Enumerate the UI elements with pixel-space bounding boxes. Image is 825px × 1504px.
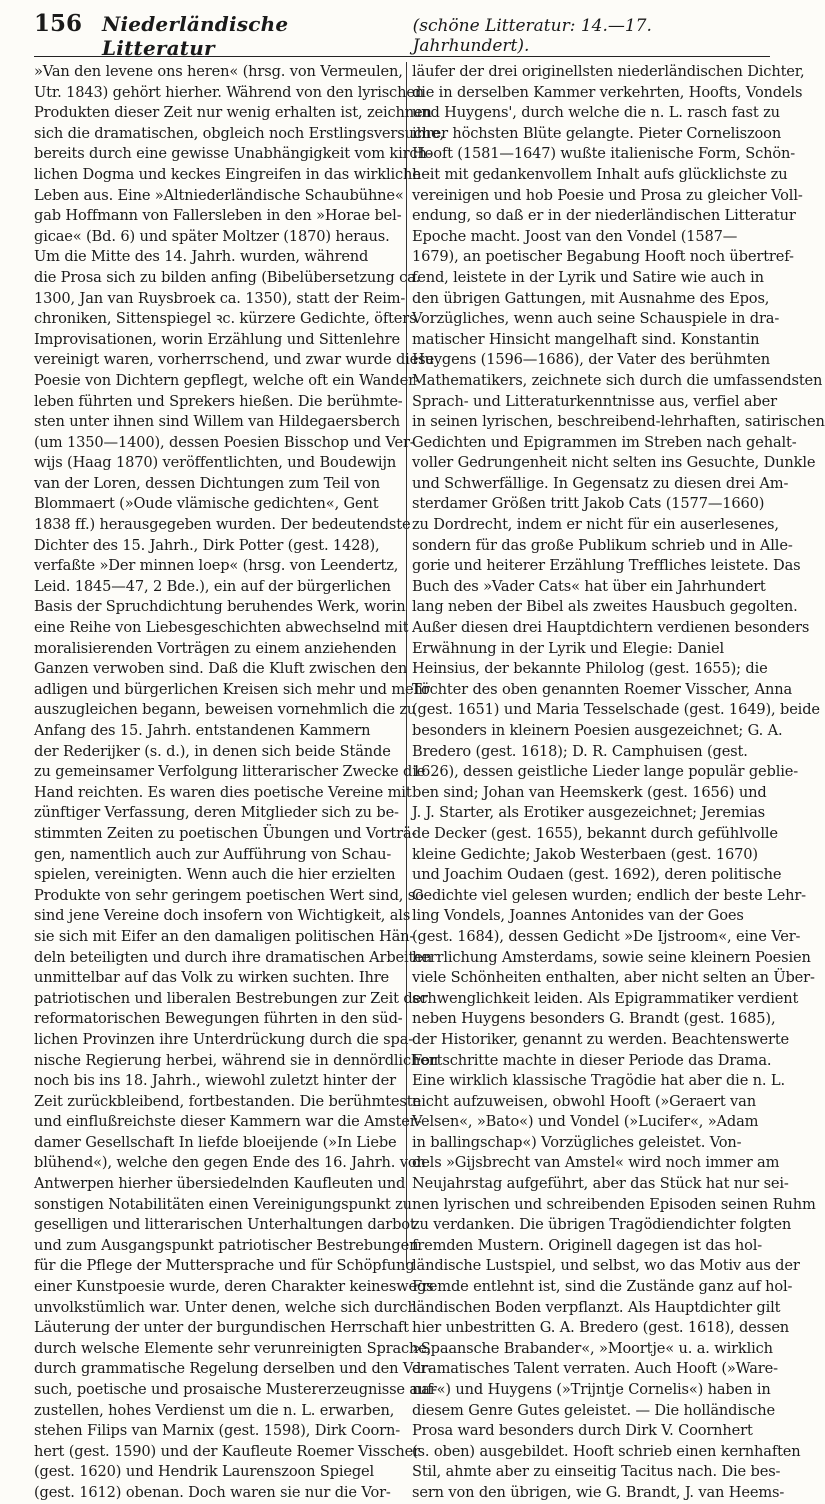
text-line: Heinsius, der bekannte Philolog (gest. 1655); die	[412, 660, 768, 678]
text-line: Prosa ward besonders durch Dirk V. Coornhert	[412, 1422, 753, 1440]
text-line: schwenglichkeit leiden. Als Epigrammatiker verdient	[412, 989, 799, 1007]
text-line: neben Huygens besonders G. Brandt (gest. 1685),	[412, 1010, 776, 1028]
text-line: gorie und heiterer Erzählung Treffliches leistete. Das	[412, 557, 801, 575]
text-line: gicae« (Bd. 6) und später Moltzer (1870) heraus.	[34, 227, 390, 245]
text-line: 1626), dessen geistliche Lieder lange populär geblie-	[412, 763, 799, 781]
text-line: eine Reihe von Liebesgeschichten abwechselnd mit	[34, 619, 409, 637]
text-line: gab Hoffmann von Fallersleben in den »Horae bel-	[34, 207, 402, 225]
text-line: »Van den levene ons heren« (hrsg. von Vermeulen,	[34, 63, 403, 80]
text-line: gen, namentlich auch zur Aufführung von Schau-	[34, 845, 392, 863]
text-line: ling Vondels, Joannes Antonides van der Goes	[412, 907, 744, 925]
text-line: kleine Gedichte; Jakob Westerbaen (gest. 1670)	[412, 845, 758, 863]
text-line: Gedichte viel gelesen wurden; endlich der beste Lehr-	[412, 886, 806, 904]
text-line: endung, so daß er in der niederländischen Litteratur	[412, 207, 796, 225]
text-line: van der Loren, dessen Dichtungen zum Teil von	[34, 474, 381, 492]
text-line: Gedichten und Epigrammen im Streben nach gehalt-	[412, 433, 797, 451]
text-line: Hand reichten. Es waren dies poetische Vereine mit	[34, 783, 412, 801]
text-line: nische Regierung herbei, während sie in dennördlichen	[34, 1051, 438, 1069]
text-line: zu gemeinsamer Verfolgung litterarischer Zwecke die	[34, 763, 426, 781]
text-line: nen lyrischen und schreibenden Episoden seinen Ruhm	[412, 1195, 816, 1213]
text-columns	[34, 62, 825, 1501]
header-rule	[34, 56, 770, 57]
text-line: patriotischen und liberalen Bestrebungen zur Zeit der	[34, 989, 428, 1007]
text-line: Improvisationen, worin Erzählung und Sittenlehre	[34, 330, 400, 348]
text-line: Sprach- und Litteraturkenntnisse aus, verfiel aber	[412, 392, 777, 410]
text-line: ländische Lustspiel, und selbst, wo das Motiv aus der	[412, 1257, 800, 1275]
text-line: reformatorischen Bewegungen führten in den süd-	[34, 1010, 403, 1028]
text-line: vereinigen und hob Poesie und Prosa zu gleicher Voll-	[412, 186, 803, 204]
text-line: Fremde entlehnt ist, sind die Zustände ganz auf hol-	[412, 1278, 793, 1296]
text-line: zu verdanken. Die übrigen Tragödiendichter folgten	[412, 1216, 792, 1234]
text-line: Ganzen verwoben sind. Daß die Kluft zwischen den	[34, 660, 408, 678]
text-line: für die Pflege der Muttersprache und für Schöpfung	[34, 1257, 415, 1275]
text-line: Bredero (gest. 1618); D. R. Camphuisen (gest.	[412, 742, 748, 760]
text-line: (gest. 1620) und Hendrik Laurenszoon Spiegel	[34, 1463, 375, 1481]
text-line: 1679), an poetischer Begabung Hooft noch übertref-	[412, 248, 794, 266]
text-line: dramatisches Talent verraten. Auch Hooft (»Ware-	[412, 1360, 778, 1378]
text-line: sern von den übrigen, wie G. Brandt, J. van Heems-	[412, 1483, 785, 1501]
text-line: fremden Mustern. Originell dagegen ist das hol-	[412, 1236, 763, 1254]
text-line: de Decker (gest. 1655), bekannt durch gefühlvolle	[412, 824, 778, 842]
text-line: einer Kunstpoesie wurde, deren Charakter keineswegs	[34, 1278, 434, 1296]
text-line: Huygens (1596—1686), der Vater des berühmten	[412, 351, 771, 369]
text-line: in seinen lyrischen, beschreibend-lehrhaften, satirischen	[412, 413, 825, 431]
text-line: in ballingschap«) Vorzügliches geleistet. Von-	[412, 1133, 742, 1151]
text-line: blühend«), welche den gegen Ende des 16. Jahrh. von	[34, 1154, 426, 1172]
text-line: (gest. 1612) obenan. Doch waren sie nur die Vor-	[34, 1483, 391, 1501]
text-line: hert (gest. 1590) und der Kaufleute Roemer Visscher	[34, 1442, 420, 1460]
text-line: zu Dordrecht, indem er nicht für ein auserlesenes,	[412, 516, 779, 534]
text-line: und einflußreichste dieser Kammern war die Amster-	[34, 1113, 422, 1131]
text-line: Mathematikers, zeichnete sich durch die umfassendsten	[412, 371, 823, 389]
text-line: besonders in kleinern Poesien ausgezeichnet; G. A.	[412, 722, 783, 739]
text-line: verfaßte »Der minnen loep« (hrsg. von Leendertz,	[34, 557, 399, 575]
text-line: Produkte von sehr geringem poetischen Wert sind, so	[34, 886, 424, 904]
text-line: Stil, ahmte aber zu einseitig Tacitus nach. Die bes-	[412, 1463, 781, 1481]
text-line: dels »Gijsbrecht van Amstel« wird noch immer am	[412, 1154, 780, 1172]
text-line: sterdamer Größen tritt Jakob Cats (1577—1660)	[412, 495, 765, 513]
text-line: Basis der Spruchdichtung beruhendes Werk, worin	[34, 598, 406, 616]
text-line: voller Gedrungenheit nicht selten ins Gesuchte, Dunkle	[412, 454, 816, 472]
text-line: die Prosa sich zu bilden anfing (Bibelübersetzung ca.	[34, 268, 421, 286]
text-line: die in derselben Kammer verkehrten, Hoofts, Vondels	[412, 83, 803, 101]
text-line: 1838 ff.) herausgegeben wurden. Der bedeutendste	[34, 516, 411, 534]
text-line: Um die Mitte des 14. Jahrh. wurden, während	[34, 248, 369, 266]
text-line: Anfang des 15. Jahrh. entstandenen Kammern	[34, 722, 371, 739]
text-line: wijs (Haag 1870) veröffentlichten, und Boudewijn	[34, 454, 397, 472]
text-line: Eine wirklich klassische Tragödie hat aber die n. L.	[412, 1072, 785, 1090]
text-line: zustellen, hohes Verdienst um die n. L. erwarben,	[34, 1401, 395, 1419]
text-line: Dichter des 15. Jahrh., Dirk Potter (gest. 1428),	[34, 536, 380, 554]
text-line: fend, leistete in der Lyrik und Satire wie auch in	[412, 268, 764, 286]
text-line: matischer Hinsicht mangelhaft sind. Konstantin	[412, 330, 760, 348]
text-line: sich die dramatischen, obgleich noch Erstlingsversuche,	[34, 124, 445, 142]
text-line: und Huygens', durch welche die n. L. rasch fast zu	[412, 104, 780, 122]
text-line: sonstigen Notabilitäten einen Vereinigungspunkt zu	[34, 1195, 412, 1213]
text-line: stehen Filips van Marnix (gest. 1598), Dirk Coorn-	[34, 1422, 400, 1440]
text-line: geselligen und litterarischen Unterhaltungen darbot	[34, 1216, 416, 1234]
text-line: spielen, vereinigten. Wenn auch die hier erzielten	[34, 866, 396, 884]
text-line: (gest. 1684), dessen Gedicht »De Ijstroom«, eine Ver-	[412, 927, 801, 945]
text-line: ihrer höchsten Blüte gelangte. Pieter Corneliszoon	[412, 124, 782, 142]
text-line: Fortschritte machte in dieser Periode das Drama.	[412, 1051, 772, 1069]
left-column	[34, 62, 445, 1504]
text-line: Poesie von Dichtern gepflegt, welche oft ein Wander-	[34, 371, 420, 389]
text-line: durch welsche Elemente sehr verunreinigten Sprache,	[34, 1339, 432, 1357]
text-line: sten unter ihnen sind Willem van Hildegaersberch	[34, 413, 400, 431]
text-line: lang neben der Bibel als zweites Hausbuch gegolten.	[412, 598, 798, 616]
text-line: auszugleichen begann, beweisen vornehmlich die zu	[34, 701, 417, 719]
text-line: Vorzügliches, wenn auch seine Schauspiele in dra-	[412, 310, 780, 328]
text-line: lichen Dogma und keckes Eingreifen in das wirkliche	[34, 165, 421, 183]
text-line: der Historiker, genannt zu werden. Beachtenswerte	[412, 1030, 790, 1048]
text-line: vereinigt waren, vorherrschend, und zwar wurde diese	[34, 351, 434, 369]
text-line: und Joachim Oudaen (gest. 1692), deren politische	[412, 866, 782, 884]
text-line: (um 1350—1400), dessen Poesien Bisschop und Ver-	[34, 433, 415, 451]
text-line: viele Schönheiten enthalten, aber nicht selten an Über-	[412, 969, 815, 987]
text-line: läufer der drei originellsten niederländischen Dichter,	[412, 63, 805, 80]
text-line: sondern für das große Publikum schrieb und in Alle-	[412, 536, 793, 554]
text-line: deln beteiligten und durch ihre dramatischen Arbeiten	[34, 948, 433, 966]
text-line: der Rederijker (s. d.), in denen sich beide Stände	[34, 742, 391, 760]
text-line: und Schwerfällige. In Gegensatz zu diesen drei Am-	[412, 474, 789, 492]
text-line: zünftiger Verfassung, deren Mitglieder sich zu be-	[34, 804, 399, 822]
running-subtitle: (schöne Litteratur: 14.—17. Jahrhundert).	[412, 16, 652, 56]
text-line: den übrigen Gattungen, mit Ausnahme des Epos,	[412, 289, 770, 307]
text-line: heit mit gedankenvollem Inhalt aufs glücklichste zu	[412, 165, 788, 183]
text-line: Läuterung der unter der burgundischen Herrschaft	[34, 1319, 409, 1337]
text-line: herrlichung Amsterdams, sowie seine kleinern Poesien	[412, 948, 811, 966]
text-line: bereits durch eine gewisse Unabhängigkeit vom kirch-	[34, 145, 432, 163]
page-number: 156	[34, 10, 83, 37]
text-line: leben führten und Sprekers hießen. Die berühmte-	[34, 392, 403, 410]
text-line: moralisierenden Vorträgen zu einem anziehenden	[34, 639, 397, 657]
text-line: adligen und bürgerlichen Kreisen sich mehr und mehr	[34, 680, 430, 698]
text-line: stimmten Zeiten zu poetischen Übungen und Vorträ-	[34, 824, 417, 842]
text-line: such, poetische und prosaische Mustererzeugnisse auf-	[34, 1381, 437, 1398]
text-line: Produkten dieser Zeit nur wenig erhalten ist, zeichnen	[34, 104, 432, 122]
text-line: ben sind; Johan van Heemskerk (gest. 1656) und	[412, 783, 767, 801]
text-line: Zeit zurückbleibend, fortbestanden. Die berühmteste	[34, 1092, 421, 1110]
right-column	[412, 62, 825, 1504]
text-line: chroniken, Sittenspiegel ꝛc. kürzere Gedichte, öfters	[34, 310, 417, 328]
text-line: J. J. Starter, als Erotiker ausgezeichnet; Jeremias	[412, 804, 765, 822]
text-line: diesem Genre Gutes geleistet. — Die holländische	[412, 1401, 775, 1419]
text-line: sind jene Vereine doch insofern von Wichtigkeit, als	[34, 907, 411, 925]
text-line: (gest. 1651) und Maria Tesselschade (gest. 1649), beide	[412, 701, 820, 719]
text-line: lichen Provinzen ihre Unterdrückung durch die spa-	[34, 1030, 414, 1048]
text-line: Antwerpen hierher übersiedelnden Kaufleuten und	[34, 1175, 406, 1193]
text-line: noch bis ins 18. Jahrh., wiewohl zuletzt hinter der	[34, 1072, 396, 1090]
text-line: unmittelbar auf das Volk zu wirken suchten. Ihre	[34, 969, 390, 987]
text-line: Utr. 1843) gehört hierher. Während von den lyrischen	[34, 83, 425, 101]
text-line: Buch des »Vader Cats« hat über ein Jahrhundert	[412, 577, 766, 595]
text-line: ländischen Boden verpflanzt. Als Hauptdichter gilt	[412, 1298, 781, 1316]
text-line: und zum Ausgangspunkt patriotischer Bestrebungen	[34, 1236, 419, 1254]
text-line: nar«) und Huygens (»Trijntje Cornelis«) haben in	[412, 1381, 771, 1398]
text-line: hier unbestritten G. A. Bredero (gest. 1618), dessen	[412, 1319, 790, 1337]
text-line: 1300, Jan van Ruysbroek ca. 1350), statt der Reim-	[34, 289, 406, 307]
text-line: Außer diesen drei Hauptdichtern verdienen besonders	[412, 619, 810, 637]
text-line: unvolkstümlich war. Unter denen, welche sich durch	[34, 1298, 417, 1316]
text-line: (s. oben) ausgebildet. Hooft schrieb einen kernhaften	[412, 1442, 801, 1460]
text-line: Velsen«, »Bato«) und Vondel (»Lucifer«, »Adam	[412, 1113, 759, 1131]
page-header	[34, 10, 770, 60]
text-line: »Spaansche Brabander«, »Moortje« u. a. wirklich	[412, 1339, 773, 1357]
text-line: durch grammatische Regelung derselben und den Ver-	[34, 1360, 433, 1378]
text-line: sie sich mit Eifer an den damaligen politischen Hän-	[34, 927, 415, 945]
text-line: Erwähnung in der Lyrik und Elegie: Daniel	[412, 639, 725, 657]
running-title: Niederländische Litteratur	[102, 12, 289, 60]
text-line: Leid. 1845—47, 2 Bde.), ein auf der bürgerlichen	[34, 577, 391, 595]
text-line: Leben aus. Eine »Altniederländische Schaubühne«	[34, 186, 404, 204]
text-line: Epoche macht. Joost van den Vondel (1587—	[412, 227, 738, 245]
text-line: Hooft (1581—1647) wußte italienische Form, Schön-	[412, 145, 796, 163]
text-line: damer Gesellschaft In liefde bloeijende (»In Liebe	[34, 1133, 397, 1151]
text-line: Töchter des oben genannten Roemer Visscher, Anna	[412, 680, 793, 698]
text-line: nicht aufzuweisen, obwohl Hooft (»Geraert van	[412, 1092, 756, 1110]
text-line: Blommaert (»Oude vlämische gedichten«, Gent	[34, 495, 379, 513]
text-line: Neujahrstag aufgeführt, aber das Stück hat nur sei-	[412, 1175, 789, 1193]
